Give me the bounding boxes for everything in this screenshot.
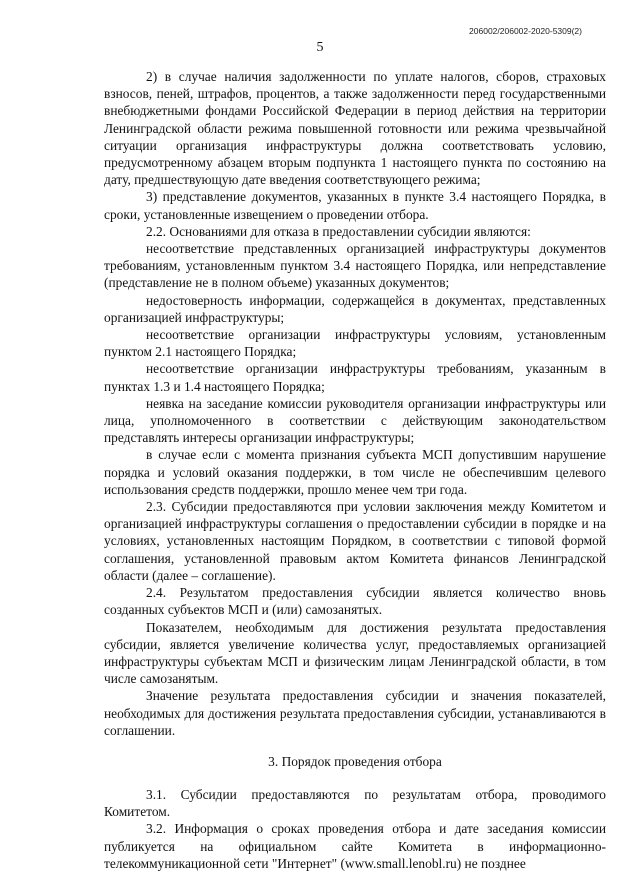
- paragraph: неявка на заседание комиссии руководителя организации инфраструктуры или лица, уполномоченного в соответствии с действующим законодательством представлять интересы организации инфраструктуры;: [104, 395, 606, 446]
- paragraph: несоответствие представленных организацией инфраструктуры документов требованиям, установленным пунктом 3.4 настоящего Порядка, или непредставление (представление не в полном объеме) указанных документов;: [104, 241, 606, 291]
- paragraph: в случае если с момента признания субъекта МСП допустившим нарушение порядка и условий оказания поддержки, в том числе не обеспечившим целевого использования средств поддержки, прошло менее чем три года.: [104, 447, 606, 497]
- paragraph: 3.2. Информация о сроках проведения отбора и дате заседания комиссии публикуется на официальном сайте Комитета в информационно-телекоммуникационной сети "Интернет" (www.small.lenobl.ru) не позднее: [104, 821, 606, 871]
- paragraph: несоответствие организации инфраструктуры требованиям, указанным в пунктах 1.3 и 1.4 настоящего Порядка;: [104, 361, 606, 394]
- paragraph: 2) в случае наличия задолженности по уплате налогов, сборов, страховых взносов, пеней, штрафов, процентов, а также задолженности перед государственными внебюджетными фондами Российской Федерации в период действия на территории Ленинградской области режима повышенной готовности или режима чрезвычайной ситуации организация инфраструктуры должна соответствовать условию, предусмотренному абзацем вторым подпункта 1 настоящего пункта по состоянию на дату, предшествующую дате введения соответствующего режима;: [104, 69, 606, 188]
- paragraph: 3.1. Субсидии предоставляются по результатам отбора, проводимого Комитетом.: [104, 786, 606, 820]
- document-number: 206002/206002-2020-5309(2): [469, 26, 582, 36]
- document-body: [104, 68, 606, 872]
- section-title: 3. Порядок проведения отбора: [268, 753, 442, 769]
- paragraph: Показателем, необходимым для достижения результата предоставления субсидии, является увеличение количества услуг, предоставляемых организацией инфраструктуры субъектам МСП и физическим лицам Ленинградской области, в том числе самозанятым.: [104, 619, 606, 687]
- page-number: 5: [316, 40, 324, 55]
- paragraph: несоответствие организации инфраструктуры условиям, установленным пунктом 2.1 настоящего Порядка;: [104, 327, 606, 360]
- paragraph: 2.2. Основаниями для отказа в предоставлении субсидии являются:: [146, 223, 531, 239]
- paragraph: 2.3. Субсидии предоставляются при условии заключения между Комитетом и организацией инфраструктуры соглашения о предоставлении субсидии в порядке и на условиях, установленных настоящим Порядком, в соответствии с типовой формой соглашения, установленной правовым актом Комитета финансов Ленинградской области (далее – соглашение).: [104, 499, 606, 583]
- paragraph: Значение результата предоставления субсидии и значения показателей, необходимых для достижения результата предоставления субсидии, устанавливаются в соглашении.: [104, 688, 606, 738]
- paragraph: недостоверность информации, содержащейся в документах, представленных организацией инфраструктуры;: [104, 292, 606, 325]
- paragraph: 2.4. Результатом предоставления субсидии является количество вновь созданных субъектов МСП и (или) самозанятых.: [104, 585, 606, 618]
- paragraph: 3) представление документов, указанных в пункте 3.4 настоящего Порядка, в сроки, установленные извещением о проведении отбора.: [104, 189, 606, 222]
